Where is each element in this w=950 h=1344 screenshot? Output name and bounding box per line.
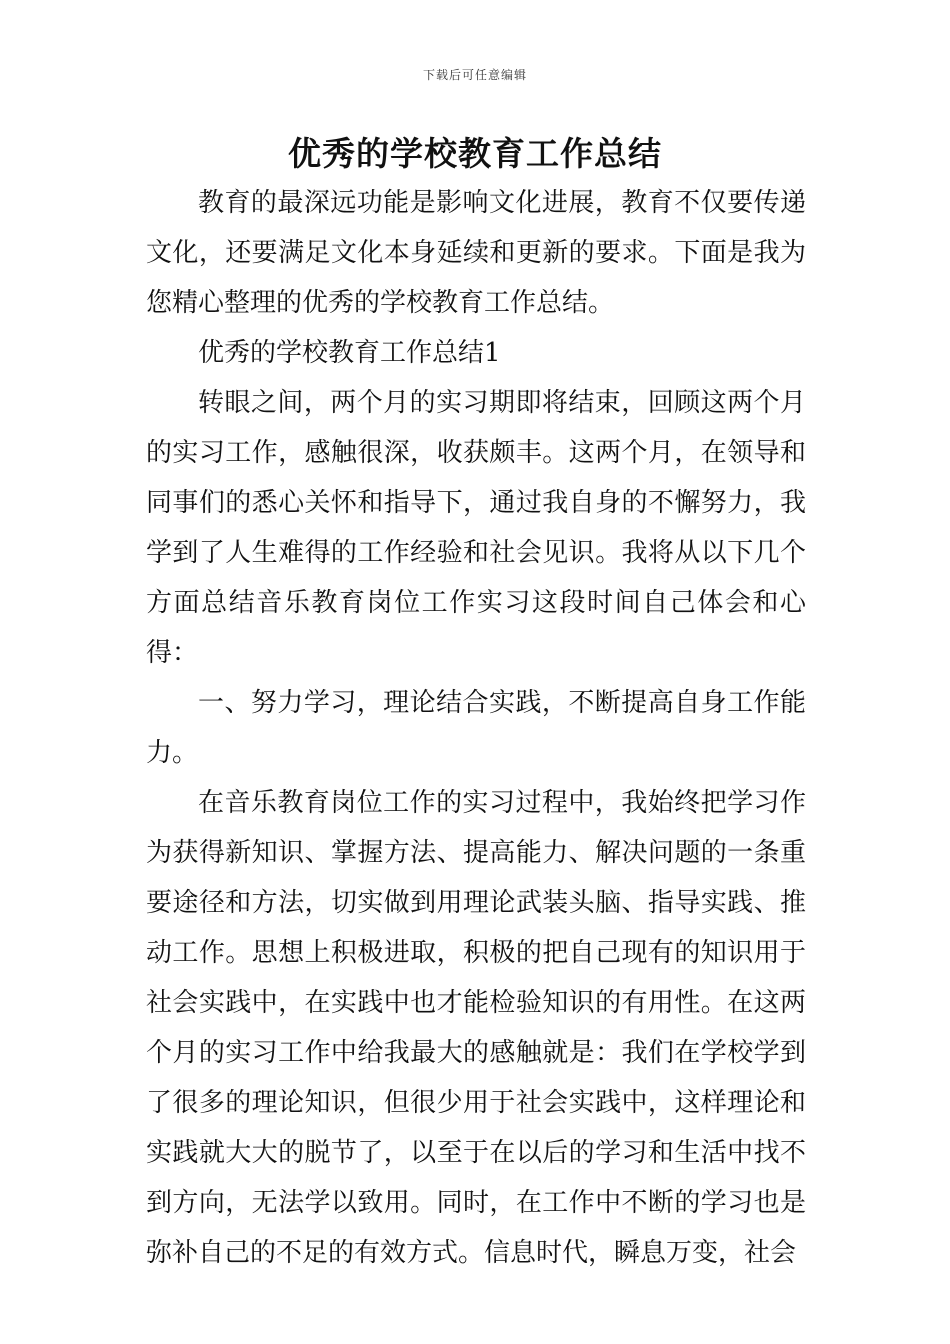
intro-paragraph: 教育的最深远功能是影响文化进展，教育不仅要传递文化，还要满足文化本身延续和更新的要求。下面是我为您精心整理的优秀的学校教育工作总结。 (146, 188, 806, 318)
body-paragraph: 转眼之间，两个月的实习期即将结束，回顾这两个月的实习工作，感触很深，收获颇丰。这两个月，在领导和同事们的悉心关怀和指导下，通过我自身的不懈努力，我学到了人生难得的工作经验和社会见识。我将从以下几个方面总结音乐教育岗位工作实习这段时间自己体会和心得： (146, 388, 806, 668)
document-body (146, 178, 806, 1278)
document-title: 优秀的学校教育工作总结 (288, 134, 662, 173)
header-note: 下载后可任意编辑 (422, 68, 527, 82)
body-paragraph: 在音乐教育岗位工作的实习过程中，我始终把学习作为获得新知识、掌握方法、提高能力、解决问题的一条重要途径和方法，切实做到用理论武装头脑、指导实践、推动工作。思想上积极进取，积极的把自己现有的知识用于社会实践中，在实践中也才能检验知识的有用性。在这两个月的实习工作中给我最大的感触就是：我们在学校学到了很多的理论知识，但很少用于社会实践中，这样理论和实践就大大的脱节了，以至于在以后的学习和生活中找不到方向，无法学以致用。同时，在工作中不断的学习也是弥补自己的不足的有效方式。信息时代，瞬息万变，社会 (146, 788, 806, 1268)
section-heading: 优秀的学校教育工作总结1 (198, 338, 501, 368)
subsection-heading: 一、努力学习，理论结合实践，不断提高自身工作能力。 (146, 688, 806, 768)
